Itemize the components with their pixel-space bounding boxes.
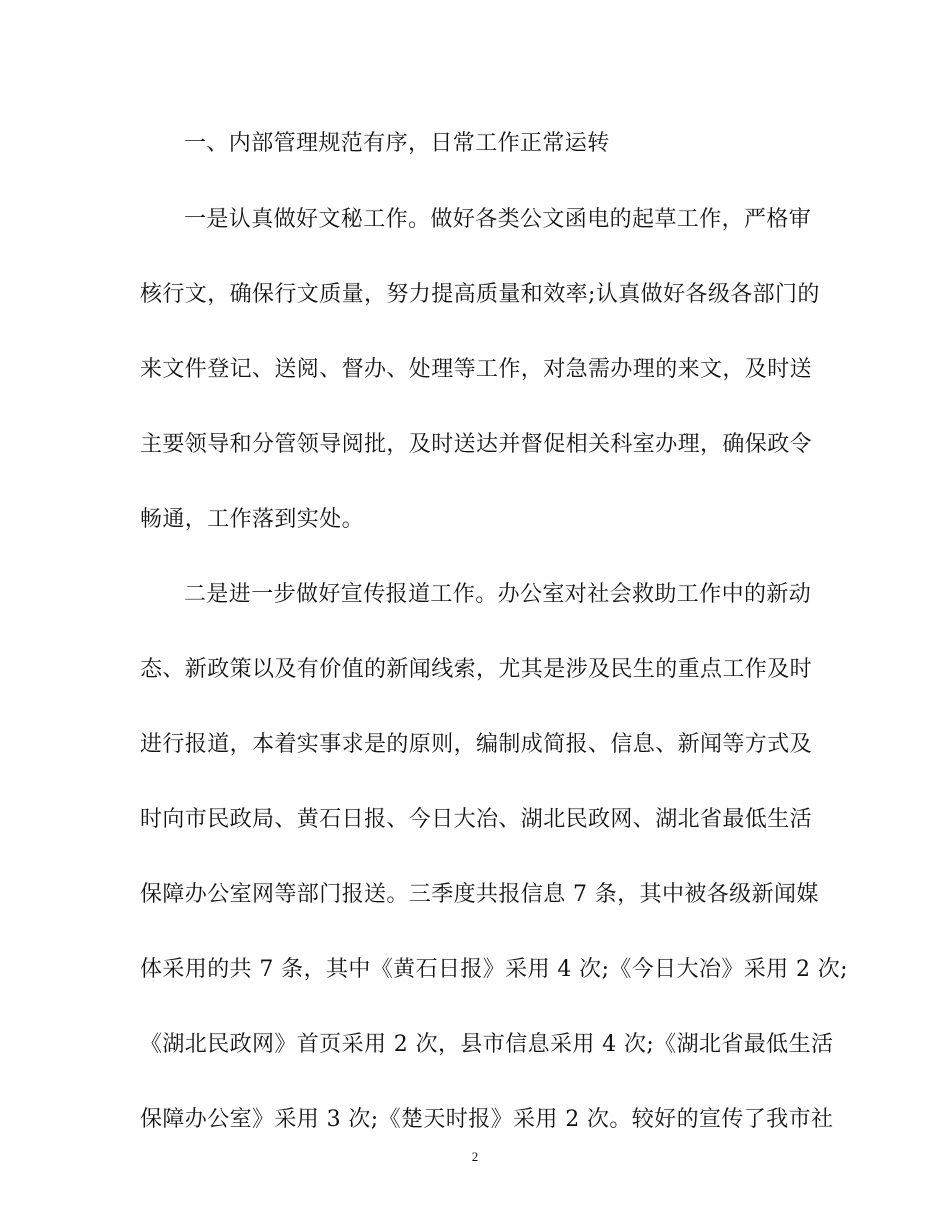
- paragraph-line: 保障办公室》采用 3 次;《楚天时报》采用 2 次。较好的宣传了我市社: [140, 1107, 834, 1132]
- paragraph-line: 态、新政策以及有价值的新闻线索，尤其是涉及民生的重点工作及时: [140, 657, 813, 682]
- paragraph-line: 主要领导和分管领导阅批，及时送达并督促相关科室办理，确保政令: [140, 432, 813, 457]
- section-heading: 一、内部管理规范有序，日常工作正常运转: [184, 131, 610, 156]
- paragraph-line: 时向市民政局、黄石日报、今日大冶、湖北民政网、湖北省最低生活: [140, 807, 813, 832]
- paragraph-line: 体采用的共 7 条，其中《黄石日报》采用 4 次;《今日大冶》采用 2 次;: [140, 957, 848, 982]
- paragraph-line: 畅通，工作落到实处。: [140, 507, 365, 532]
- paragraph-line: 保障办公室网等部门报送。三季度共报信息 7 条，其中被各级新闻媒: [140, 882, 819, 907]
- paragraph-line: 核行文，确保行文质量，努力提高质量和效率;认真做好各级各部门的: [140, 282, 820, 307]
- page-number: 2: [471, 1149, 479, 1164]
- paragraph-line: 一是认真做好文秘工作。做好各类公文函电的起草工作，严格审: [184, 207, 812, 232]
- paragraph-line: 《湖北民政网》首页采用 2 次，县市信息采用 4 次;《湖北省最低生活: [140, 1032, 834, 1057]
- paragraph-line: 二是进一步做好宣传报道工作。办公室对社会救助工作中的新动: [184, 582, 812, 607]
- paragraph-line: 进行报道，本着实事求是的原则，编制成简报、信息、新闻等方式及: [140, 732, 813, 757]
- paragraph-line: 来文件登记、送阅、督办、处理等工作，对急需办理的来文，及时送: [140, 357, 813, 382]
